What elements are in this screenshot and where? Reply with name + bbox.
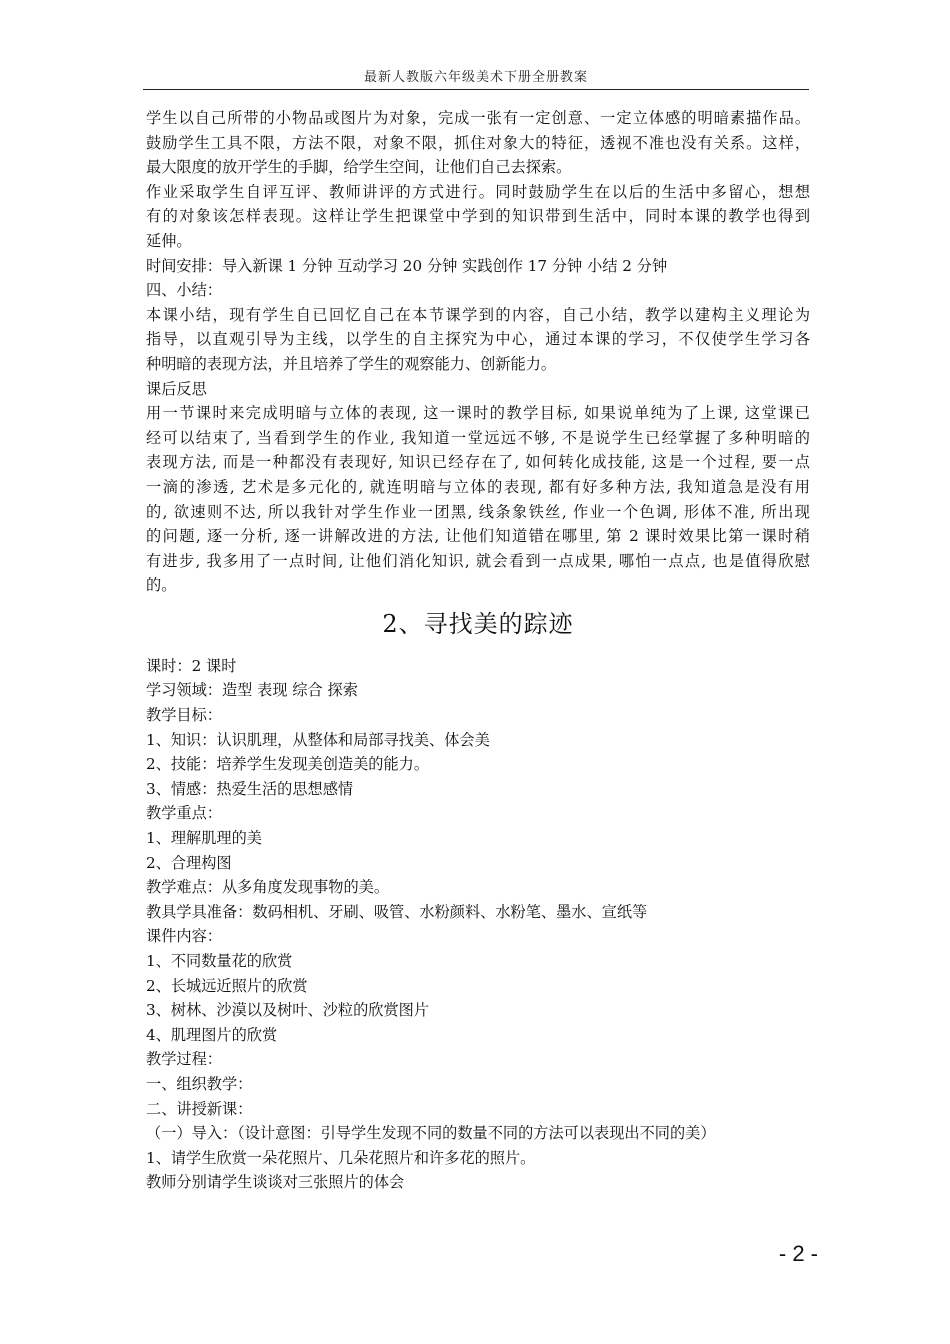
list-line: 课件内容：	[146, 927, 222, 946]
page-header: 最新人教版六年级美术下册全册教案	[143, 66, 809, 90]
paragraph-line: 本课小结，现有学生自已回忆自己在本节课学到的内容，自己小结，教学以建构主义理论为	[146, 305, 810, 324]
list-line: 1、知识：认识肌理，从整体和局部寻找美、体会美	[146, 730, 490, 749]
list-line: 2、技能：培养学生发现美创造美的能力。	[146, 755, 430, 774]
list-line: 3、树林、沙漠以及树叶、沙粒的欣赏图片	[146, 1001, 430, 1020]
paragraph-line: 延伸。	[146, 231, 192, 250]
document-body	[146, 106, 810, 1195]
subheading: 课后反思	[146, 379, 207, 398]
list-line: 4、肌理图片的欣赏	[146, 1025, 278, 1044]
paragraph-line: 最大限度的放开学生的手脚，给学生空间，让他们自己去探索。	[146, 158, 572, 177]
schedule-line: 时间安排：导入新课 1 分钟 互动学习 20 分钟 实践创作 17 分钟 小结 2 分钟	[146, 256, 668, 275]
paragraph-line: 用一节课时来完成明暗与立体的表现, 这一课时的教学目标, 如果说单纯为了上课, 这堂课已	[146, 404, 810, 423]
list-line: 课时：2 课时	[146, 656, 237, 675]
subheading: 四、小结：	[146, 281, 222, 300]
list-line: 1、请学生欣赏一朵花照片、几朵花照片和许多花的照片。	[146, 1148, 536, 1167]
list-line: 教学难点：从多角度发现事物的美。	[146, 878, 389, 897]
paragraph-line: 学生以自己所带的小物品或图片为对象，完成一张有一定创意、一定立体感的明暗素描作品。	[146, 109, 810, 127]
paragraph-line: 指导，以直观引导为主线，以学生的自主探究为中心，通过本课的学习，不仅使学生学习各	[146, 330, 810, 349]
page-number: - 2 -	[778, 1241, 818, 1266]
section-title: 2、寻找美的踪迹	[382, 609, 574, 638]
list-line: 一、组织教学：	[146, 1074, 253, 1093]
list-line: 1、不同数量花的欣赏	[146, 952, 293, 970]
part1-text	[146, 106, 810, 598]
list-line: 3、情感：热爱生活的思想感情	[146, 779, 354, 798]
list-line: 学习领域：造型 表现 综合 探索	[146, 681, 358, 700]
paragraph-line: 有进步, 我多用了一点时间, 让他们消化知识, 就会看到一点成果, 哪怕一点点, 也是值得欣慰	[146, 551, 810, 570]
list-line: 二、讲授新课：	[146, 1099, 253, 1118]
list-line: 2、长城远近照片的欣赏	[146, 976, 308, 995]
paragraph-line: 表现方法, 而是一种都没有表现好, 知识已经存在了, 如何转化成技能, 这是一个过程, 要一点	[146, 453, 810, 472]
paragraph-line: 的。	[146, 576, 177, 595]
paragraph-line: 有的对象该怎样表现。这样让学生把课堂中学到的知识带到生活中，同时本课的教学也得到	[146, 207, 810, 226]
list-line: 教师分别请学生谈谈对三张照片的体会	[146, 1173, 405, 1192]
list-line: 教学重点：	[146, 804, 222, 823]
paragraph-line: 的问题, 逐一分析, 逐一讲解改进的方法, 让他们知道错在哪里, 第 2 课时效果比第一课时稍	[146, 527, 810, 546]
section2-text	[146, 654, 810, 1195]
list-line: （一）导入：（设计意图：引导学生发现不同的数量不同的方法可以表现出不同的美）	[146, 1124, 716, 1143]
list-line: 教具学具准备：数码相机、牙刷、吸管、水粉颜料、水粉笔、墨水、宣纸等	[146, 902, 648, 921]
list-line: 教学过程：	[146, 1050, 222, 1069]
list-line: 1、理解肌理的美	[146, 829, 262, 848]
paragraph-line: 鼓励学生工具不限，方法不限，对象不限，抓住对象大的特征，透视不准也没有关系。这样，	[146, 133, 810, 152]
paragraph-line: 种明暗的表现方法，并且培养了学生的观察能力、创新能力。	[146, 354, 557, 373]
paragraph-line: 的, 欲速则不达, 所以我针对学生作业一团黑, 线条象铁丝, 作业一个色调, 形体不准, 所出现	[146, 502, 810, 521]
paragraph-line: 一滴的渗透, 艺术是多元化的, 就连明暗与立体的表现, 都有好多种方法, 我知道急是没有用	[146, 477, 810, 496]
list-line: 2、合理构图	[146, 853, 232, 872]
list-line: 教学目标：	[146, 706, 222, 725]
paragraph-line: 经可以结束了, 当看到学生的作业, 我知道一堂远远不够, 不是说学生已经掌握了多种明暗的	[146, 428, 810, 447]
paragraph-line: 作业采取学生自评互评、教师讲评的方式进行。同时鼓励学生在以后的生活中多留心，想想	[146, 182, 810, 201]
